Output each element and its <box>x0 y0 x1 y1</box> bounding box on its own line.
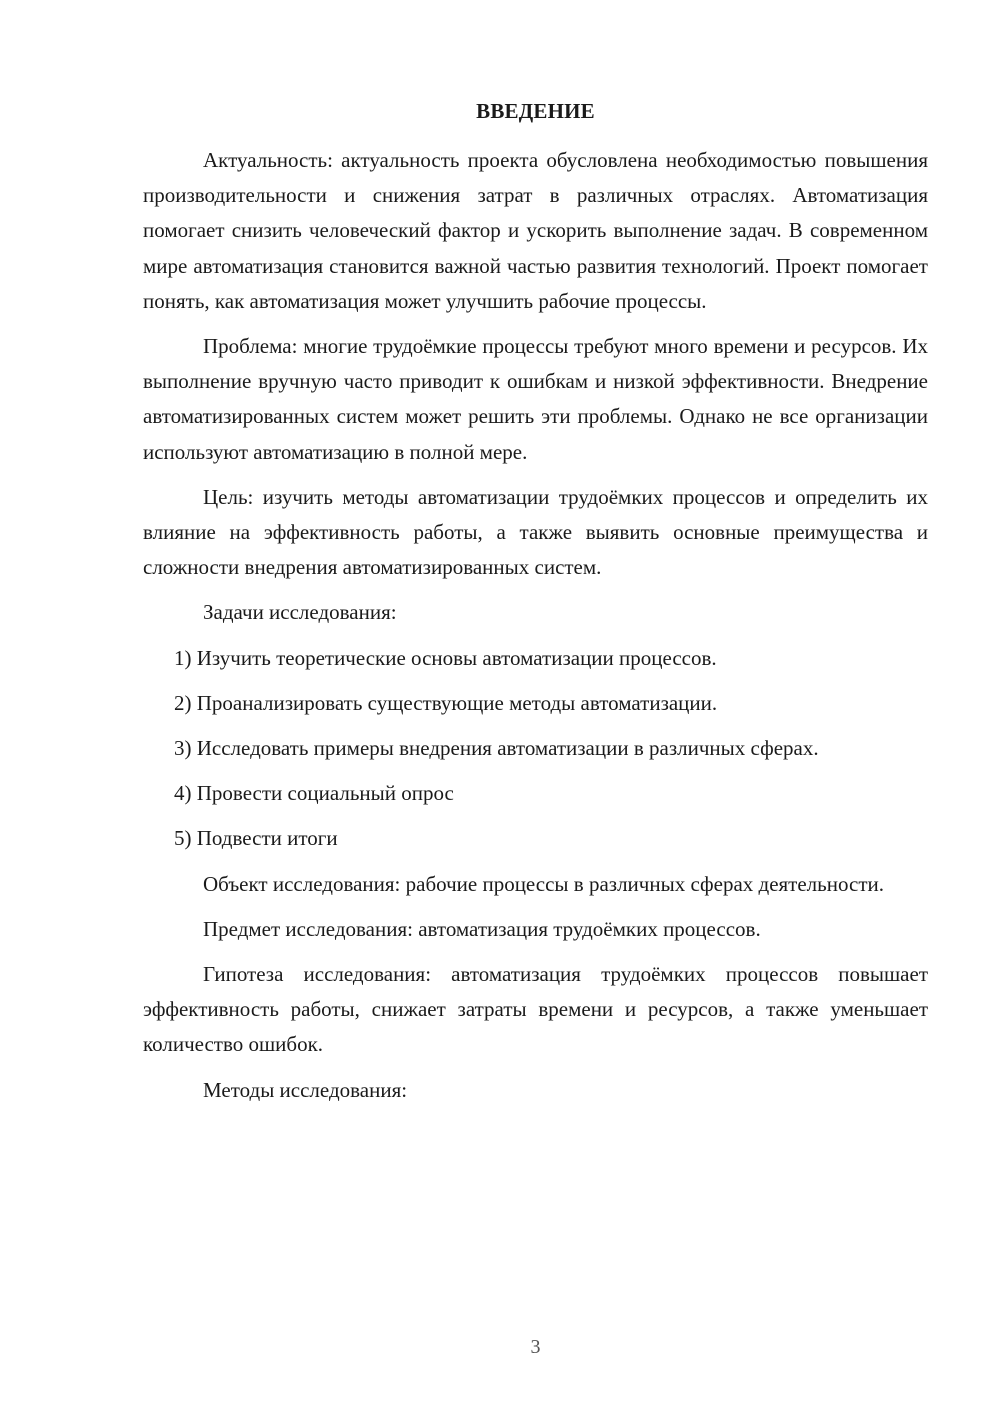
task-item: 2) Проанализировать существующие методы автоматизации. <box>174 690 718 715</box>
section-title: ВВЕДЕНИЕ <box>476 99 595 123</box>
paragraph-tasks-heading: Задачи исследования: <box>203 600 397 625</box>
paragraph-relevance: Актуальность: актуальность проекта обусловлена необходимостью повышения производительности и снижения затрат в различных отраслях. Автоматизация помогает снизить человеческий фактор и ускорить выполнение задач. В современном мире автоматизация становится важной частью развития технологий. Проект помогает понять, как автоматизация может улучшить рабочие процессы. <box>143 148 928 313</box>
task-item: 4) Провести социальный опрос <box>174 781 454 806</box>
paragraph-object: Объект исследования: рабочие процессы в различных сферах деятельности. <box>203 871 884 896</box>
paragraph-subject: Предмет исследования: автоматизация трудоёмких процессов. <box>203 916 761 941</box>
paragraph-hypothesis: Гипотеза исследования: автоматизация трудоёмких процессов повышает эффективность работы, снижает затраты времени и ресурсов, а также уменьшает количество ошибок. <box>143 962 928 1057</box>
paragraph-problem: Проблема: многие трудоёмкие процессы требуют много времени и ресурсов. Их выполнение вручную часто приводит к ошибкам и низкой эффективности. Внедрение автоматизированных систем может решить эти проблемы. Однако не все организации используют автоматизацию в полной мере. <box>143 334 928 464</box>
document-page <box>143 0 928 1414</box>
paragraph-methods-heading: Методы исследования: <box>203 1077 408 1102</box>
document-body <box>143 143 928 1118</box>
paragraph-goal: Цель: изучить методы автоматизации трудоёмких процессов и определить их влияние на эффективность работы, а также выявить основные преимущества и сложности внедрения автоматизированных систем. <box>143 484 928 580</box>
task-item: 3) Исследовать примеры внедрения автоматизации в различных сферах. <box>174 736 819 761</box>
task-item: 5) Подвести итоги <box>174 826 338 851</box>
task-item: 1) Изучить теоретические основы автоматизации процессов. <box>174 645 717 670</box>
page-number: 3 <box>530 1336 541 1358</box>
